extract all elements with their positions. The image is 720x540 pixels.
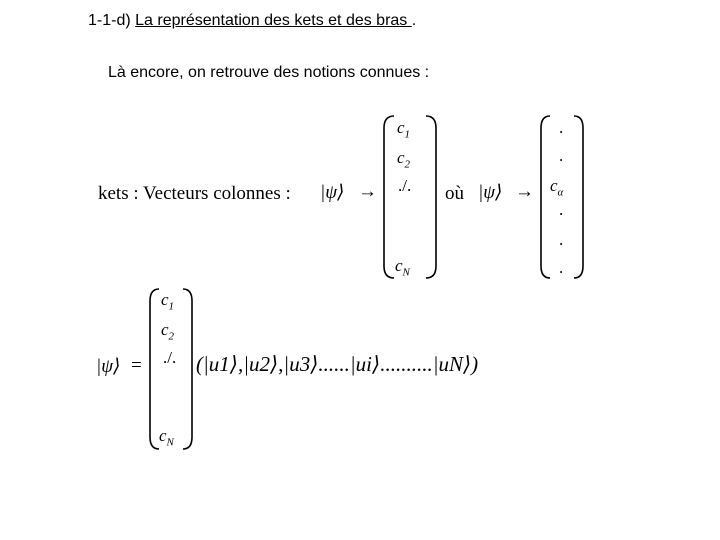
entry-c1: $c_1$ <box>397 118 411 141</box>
entry-c-alpha: $c_\alpha$ <box>550 176 564 199</box>
entry-c2: $c_2$ <box>397 148 411 171</box>
section-number: 1-1-d) <box>88 12 131 29</box>
entry2-cN: $c_N$ <box>159 426 174 449</box>
ket-psi: |ψ⟩ <box>320 182 345 203</box>
dot-3: . <box>559 200 564 219</box>
ket-psi-2: |ψ⟩ <box>478 182 503 203</box>
basis-vectors: (|u1⟩,|u2⟩,|u3⟩......|ui⟩..........|uN⟩) <box>196 352 479 376</box>
dot-5: . <box>559 258 564 277</box>
entry2-c1: $c_1$ <box>161 290 175 313</box>
ou-text: où <box>445 183 464 204</box>
dot-1: . <box>559 118 564 137</box>
entry-ellipsis: ./. <box>398 176 412 195</box>
arrow-2: → <box>515 181 534 202</box>
arrow: → <box>358 181 377 202</box>
dot-4: . <box>559 230 564 249</box>
section-heading <box>88 12 416 30</box>
intro-text: Là encore, on retrouve des notions connues : <box>108 64 430 81</box>
section-title-end: . <box>411 12 417 29</box>
kets-label: kets : Vecteurs colonnes : <box>98 183 291 204</box>
entry2-c2: $c_2$ <box>161 320 175 343</box>
entry-cN: $c_N$ <box>395 256 410 279</box>
equals-sign: = <box>131 355 142 376</box>
dot-2: . <box>559 146 564 165</box>
entry2-ellipsis: ./. <box>163 348 177 367</box>
ket-psi-3: |ψ⟩ <box>96 356 121 377</box>
section-title: La représentation des kets et des bras <box>135 12 412 29</box>
